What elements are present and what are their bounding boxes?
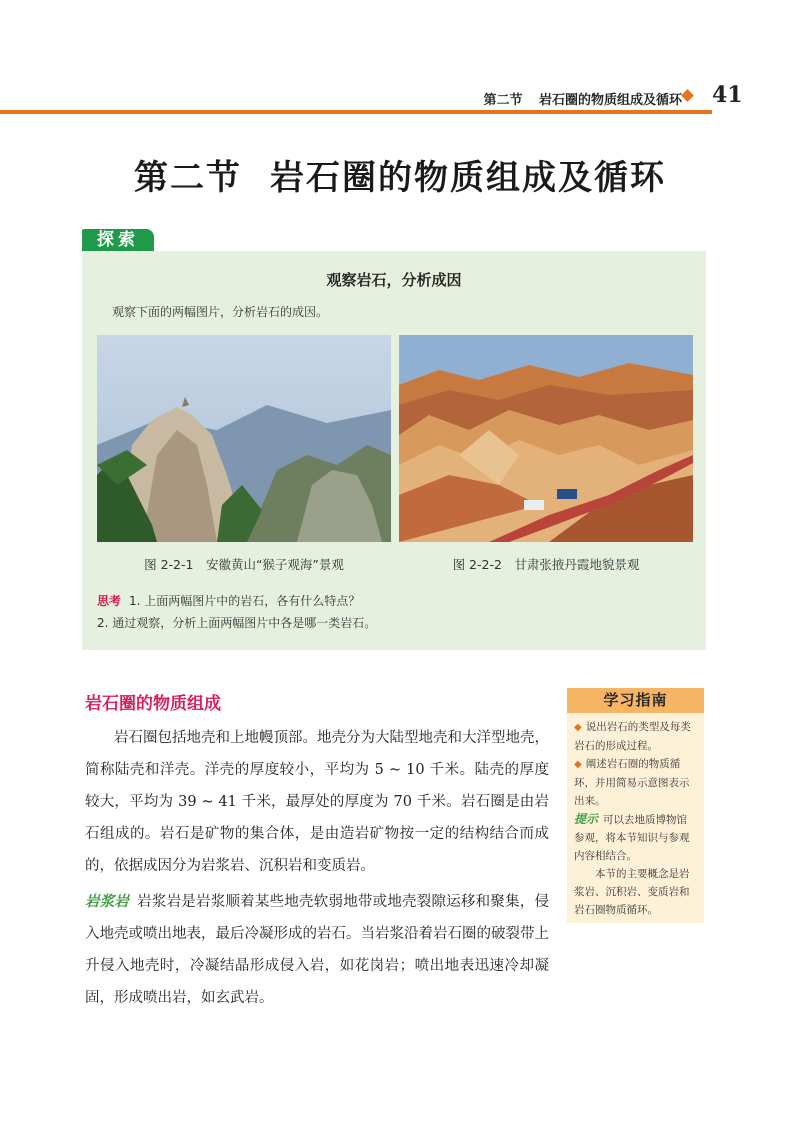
tip-label: 提示	[574, 812, 599, 826]
term-magma-rock: 岩浆岩	[85, 894, 130, 910]
diamond-bullet-icon: ◆	[574, 722, 582, 733]
think-label: 思考	[97, 594, 122, 608]
figure-caption-2: 图 2-2-2 甘肃张掖丹霞地貌景观	[452, 557, 640, 572]
page-number: 41	[712, 82, 743, 108]
study-guide-title: 学习指南	[567, 688, 704, 713]
body-text	[85, 722, 549, 1014]
diamond-icon	[681, 89, 694, 102]
guide-item	[574, 755, 697, 810]
running-header-section: 第二节	[483, 93, 523, 108]
danxia-photo	[399, 335, 693, 542]
paragraph-magma	[85, 886, 549, 1014]
page-title	[0, 150, 800, 199]
guide-summary: 本节的主要概念是岩浆岩、沉积岩、变质岩和岩石圈物质循环。	[574, 868, 690, 916]
page-title-section: 第二节	[134, 158, 242, 198]
header-rule	[0, 110, 712, 114]
explore-instruction: 观察下面的两幅图片，分析岩石的成因。	[112, 305, 329, 319]
study-guide	[567, 688, 704, 923]
running-header	[471, 89, 682, 108]
explore-box	[82, 251, 706, 650]
page-title-text: 岩石圈的物质组成及循环	[270, 158, 666, 198]
think-questions	[97, 590, 376, 634]
paragraph-lithosphere: 岩石圈包括地壳和上地幔顶部。地壳分为大陆型地壳和大洋型地壳，简称陆壳和洋壳。洋壳的厚度较小，平均为 5 ~ 10 千米。陆壳的厚度较大，平均为 39 ~ 41 千米，最厚处的厚度为 70 千米。岩石圈是由岩石组成的。岩石是矿物的集合体，是由造岩矿物按一定的结构结合而成的，依据成因分为岩浆岩、沉积岩和变质岩。	[85, 730, 549, 874]
explore-heading: 观察岩石，分析成因	[326, 271, 462, 289]
think-question-2: 2. 通过观察，分析上面两幅图片中各是哪一类岩石。	[97, 616, 377, 630]
huangshan-photo	[97, 335, 391, 542]
explore-tab: 探索	[82, 229, 154, 252]
think-question-1: 1. 上面两幅图片中的岩石，各有什么特点？	[129, 594, 361, 608]
diamond-bullet-icon: ◆	[574, 759, 582, 770]
figure-caption-1: 图 2-2-1 安徽黄山“猴子观海”景观	[144, 557, 344, 572]
guide-tip	[574, 810, 697, 865]
magma-definition: 岩浆岩是岩浆顺着某些地壳软弱地带或地壳裂隙运移和聚集，侵入地壳或喷出地表，最后冷凝形成的岩石。当岩浆沿着岩石圈的破裂带上升侵入地壳时，冷凝结晶形成侵入岩，如花岗岩；喷出地表迅速冷却凝固，形成喷出岩，如玄武岩。	[85, 894, 550, 1006]
guide-item	[574, 718, 697, 755]
section-heading: 岩石圈的物质组成	[85, 694, 221, 714]
guide-item-text: 阐述岩石圈的物质循环，并用简易示意图表示出来。	[574, 758, 690, 807]
guide-item-text: 说出岩石的类型及每类岩石的形成过程。	[574, 721, 691, 752]
running-header-title: 岩石圈的物质组成及循环	[538, 93, 682, 108]
tip-text: 可以去地质博物馆参观，将本节知识与参观内容相结合。	[574, 814, 690, 862]
